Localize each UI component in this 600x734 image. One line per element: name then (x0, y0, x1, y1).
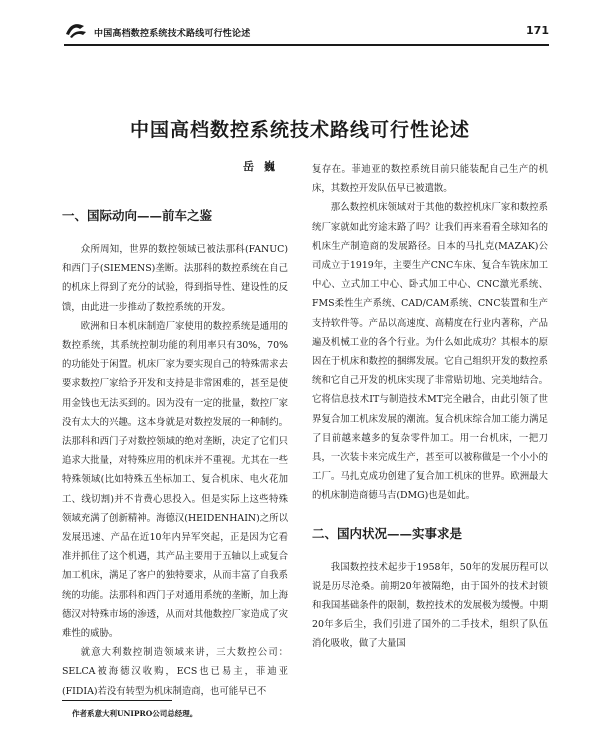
right-column (312, 160, 548, 654)
article-author: 岳巍 (243, 160, 285, 173)
page-number: 171 (526, 24, 549, 37)
footnote-rule (62, 700, 172, 701)
section-heading-domestic: 二、国内状况——实事求是 (312, 525, 463, 541)
running-title: 中国高档数控系统技术路线可行性论述 (94, 29, 251, 39)
journal-logo-icon (64, 20, 88, 40)
paragraph: 我国数控技术起步于1958年，50年的发展历程可以说是历尽沧桑。前期20年被隔绝，由于国外的技术封锁和我国基础条件的限制，数控技术的发展极为缓慢。中期20年多后尘，我们引进了国外的二手技术，组织了队伍消化吸收，做了大量国 (312, 561, 548, 650)
left-column (62, 160, 288, 701)
paragraph: 欧洲和日本机床制造厂家使用的数控系统是通用的数控系统，其系统控制功能的利用率只有30%，70%的功能处于闲置。机床厂家为要实现自己的特殊需求去要求数控厂家给予开发和支持是非常困难的，甚至是使用金钱也无法买到的。因为没有一定的批量，数控厂家没有太大的兴趣。这本身就是对数控发展的一种制约。法那科和西门子对数控领域的绝对垄断，决定了它们只追求大批量，对特殊应用的机床并不重视。尤其在一些特殊领域(比如特殊五坐标加工、复合机床、电火花加工、线切割)并不肯费心思投入。但是实际上这些特殊领域充满了创新精神。海德汉(HEIDENHAIN)之所以发展迅速、产品在近10年内异军突起，正是因为它看准并抓住了这个机遇，其产品主要用于五轴以上或复合加工机床，满足了客户的独特要求，从而丰富了自我系统的功能。法那科和西门子对通用系统的垄断，加上海德汉对特殊市场的渗透，从而对其他数控厂家造成了灾难性的威胁。 (62, 320, 288, 640)
header-rule (64, 44, 549, 46)
page-header (64, 20, 549, 46)
section-heading-international: 一、国际动向——前车之鉴 (62, 208, 213, 223)
article-title: 中国高档数控系统技术路线可行性论述 (129, 119, 470, 141)
paragraph: 那么数控机床领域对于其他的数控机床厂家和数控系统厂家就如此穷途末路了吗？让我们再来看看全球知名的机床生产制造商的发展路径。日本的马扎克(MAZAK)公司成立于1919年，主要生产CNC车床、复合车铣床加工中心、立式加工中心、卧式加工中心、CNC激光系统、FMS柔性生产系统、CAD/CAM系统、CNC装置和生产支持软件等。产品以高速度、高精度在行业内著称，产品遍及机械工业的各个行业。为什么如此成功？其根本的原因在于机床和数控的捆绑发展。它自己组织开发的数控系统和它自己开发的机床实现了非常贴切地、完美地结合。它将信息技术IT与制造技术MT完全融合，由此引领了世界复合加工机床发展的潮流。复合机床综合加工能力满足了目前越来越多的复杂零件加工。用一台机床，一把刀具，一次装卡来完成生产，甚至可以被称做是一个小小的工厂。马扎克成功创建了复合加工机床的世界。欧洲最大的机床制造商德马吉(DMG)也是如此。 (312, 202, 548, 502)
paragraph-continuation: 复存在。菲迪亚的数控系统目前只能装配自己生产的机床，其数控开发队伍早已被遣散。 (312, 164, 548, 195)
paragraph: 就意大利数控制造领域来讲，三大数控公司：SELCA被海德汉收购，ECS也已易主，菲迪亚(FIDIA)若没有转型为机床制造商，也可能早已不 (62, 647, 288, 697)
paragraph: 众所周知，世界的数控领域已被法那科(FANUC)和西门子(SIEMENS)垄断。法那科的数控系统在自己的机床上得到了充分的试验，得到指导性、建设性的反馈，由此进一步推动了数控系统的开发。 (62, 244, 288, 313)
footnote: 作者系意大利UNIPRO公司总经理。 (72, 709, 198, 718)
